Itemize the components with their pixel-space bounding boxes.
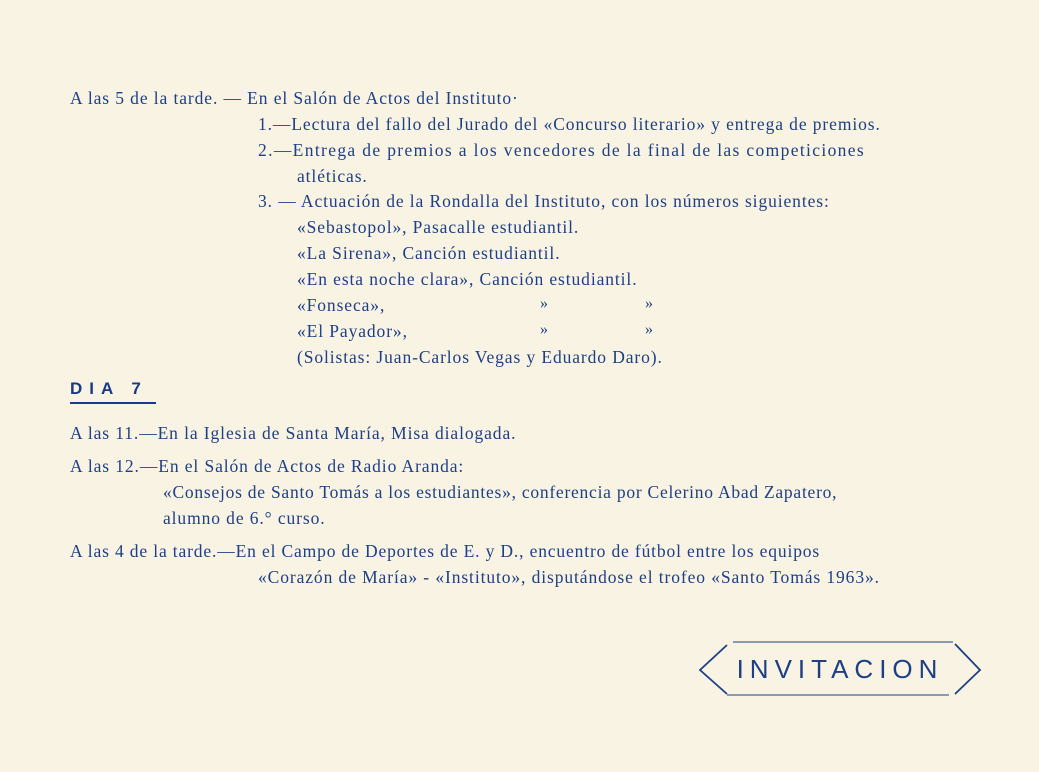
song-noche-clara: «En esta noche clara», Canción estudiantil.: [297, 269, 638, 289]
ditto-mark: »: [645, 321, 653, 338]
day-7-heading: DIA 7: [70, 379, 156, 404]
program-item-2-cont: atléticas.: [297, 166, 368, 186]
day7-event-12-lecture: «Consejos de Santo Tomás a los estudiantes», conferencia por Celerino Abad Zapatero,: [163, 482, 838, 502]
song-fonseca: «Fonseca»,: [297, 295, 386, 315]
day7-event-4pm-match: «Corazón de María» - «Instituto», disputándose el trofeo «Santo Tomás 1963».: [258, 567, 880, 587]
ditto-mark: »: [540, 321, 548, 338]
song-el-payador: «El Payador»,: [297, 321, 408, 341]
day7-event-4pm: A las 4 de la tarde.—En el Campo de Deportes de E. y D., encuentro de fútbol entre los equipos: [70, 541, 821, 561]
ditto-mark: »: [645, 295, 653, 312]
afternoon-5-intro: A las 5 de la tarde. — En el Salón de Actos del Instituto·: [70, 88, 519, 108]
invitation-label: INVITACION: [736, 653, 944, 684]
song-la-sirena: «La Sirena», Canción estudiantil.: [297, 243, 561, 263]
program-item-2: 2.—Entrega de premios a los vencedores de la final de las competiciones: [258, 140, 866, 160]
song-sebastopol: «Sebastopol», Pasacalle estudiantil.: [297, 217, 580, 237]
soloists-note: (Solistas: Juan-Carlos Vegas y Eduardo Daro).: [297, 347, 663, 367]
ditto-mark: »: [540, 295, 548, 312]
day7-event-12-intro: A las 12.—En el Salón de Actos de Radio Aranda:: [70, 456, 465, 476]
program-item-1: 1.—Lectura del fallo del Jurado del «Concurso literario» y entrega de premios.: [258, 114, 881, 134]
program-item-3: 3. — Actuación de la Rondalla del Instituto, con los números siguientes:: [258, 191, 830, 211]
day7-event-12-lecture-cont: alumno de 6.° curso.: [163, 508, 326, 528]
invitation-label-box: [697, 640, 983, 698]
day7-event-11: A las 11.—En la Iglesia de Santa María, Misa dialogada.: [70, 423, 517, 443]
